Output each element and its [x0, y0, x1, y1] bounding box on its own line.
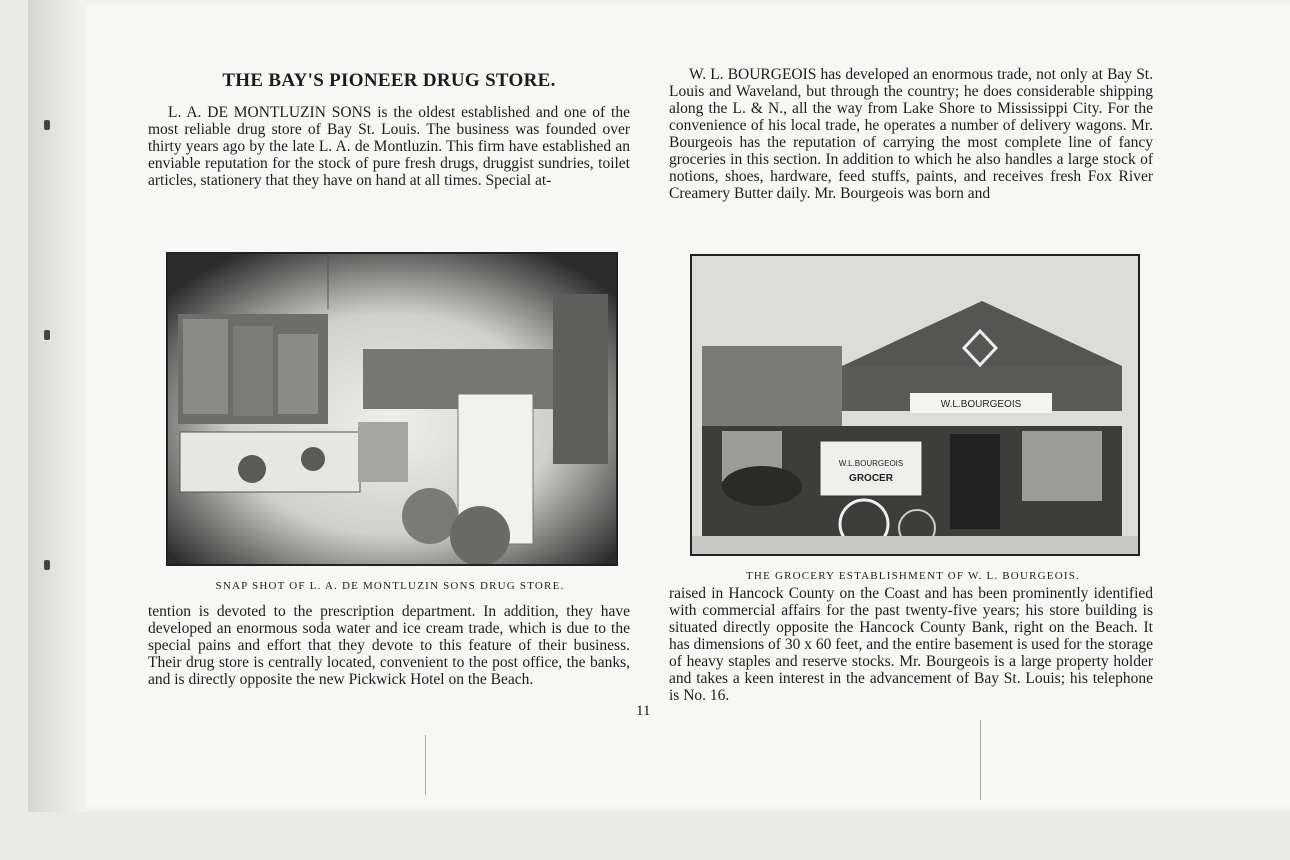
grocery-photo	[690, 254, 1140, 556]
page-number: 11	[636, 703, 651, 719]
book-binding	[28, 0, 86, 812]
drug-store-photo	[166, 252, 618, 566]
binding-hole	[44, 330, 50, 340]
right-paragraph-2: raised in Hancock County on the Coast and has been prominently identified with commercial affairs for the past twenty-five years; his store building is situated directly opposite the Hancock County Bank, right on the Beach. It has dimensions of 30 x 60 feet, and the entire basement is used for the storage of heavy staples and reserve stocks. Mr. Bourgeois is a large property holder and takes a keen interest in the advancement of Bay St. Louis; his telephone is No. 16.	[669, 585, 1153, 704]
right-column	[669, 66, 1153, 202]
paper-crack	[425, 735, 426, 795]
binding-hole	[44, 120, 50, 130]
right-paragraph-1: W. L. BOURGEOIS has developed an enormous trade, not only at Bay St. Louis and Waveland, but through the country; he does considerable shipping along the L. & N., all the way from Lake Shore to Mississippi City. For the convenience of his local trade, he operates a number of delivery wagons. Mr. Bourgeois has the reputation of carrying the most complete line of fancy groceries in this section. In addition to which he also handles a large stock of notions, shoes, hardware, feed stuffs, paints, and receives fresh Fox River Creamery Butter daily. Mr. Bourgeois was born and	[669, 66, 1153, 202]
left-lower-text	[148, 603, 630, 688]
store-sign: W.L.BOURGEOIS	[940, 399, 1022, 410]
wagon-sign-name: W.L.BOURGEOIS	[838, 459, 904, 468]
paper-crack	[980, 720, 981, 800]
binding-hole	[44, 560, 50, 570]
left-paragraph-2: tention is devoted to the prescription department. In addition, they have developed an enormous soda water and ice cream trade, which is due to the special pains and effort that they devote to this feature of their business. Their drug store is centrally located, convenient to the post office, the banks, and is directly opposite the new Pickwick Hotel on the Beach.	[148, 603, 630, 688]
right-photo-caption: THE GROCERY ESTABLISHMENT OF W. L. BOURGEOIS.	[746, 570, 1080, 582]
article-title: THE BAY'S PIONEER DRUG STORE.	[222, 70, 556, 91]
left-paragraph-1: L. A. DE MONTLUZIN SONS is the oldest established and one of the most reliable drug store of Bay St. Louis. The business was founded over thirty years ago by the late L. A. de Montluzin. This firm have established an enviable reputation for the stock of pure fresh drugs, druggist sundries, toilet articles, stationery that they have on hand at all times. Special at-	[148, 104, 630, 189]
wagon-sign-grocer: GROCER	[849, 473, 893, 484]
left-column	[148, 66, 630, 189]
left-photo-caption: SNAP SHOT OF L. A. DE MONTLUZIN SONS DRUG STORE.	[215, 580, 565, 592]
right-lower-text	[669, 585, 1153, 704]
